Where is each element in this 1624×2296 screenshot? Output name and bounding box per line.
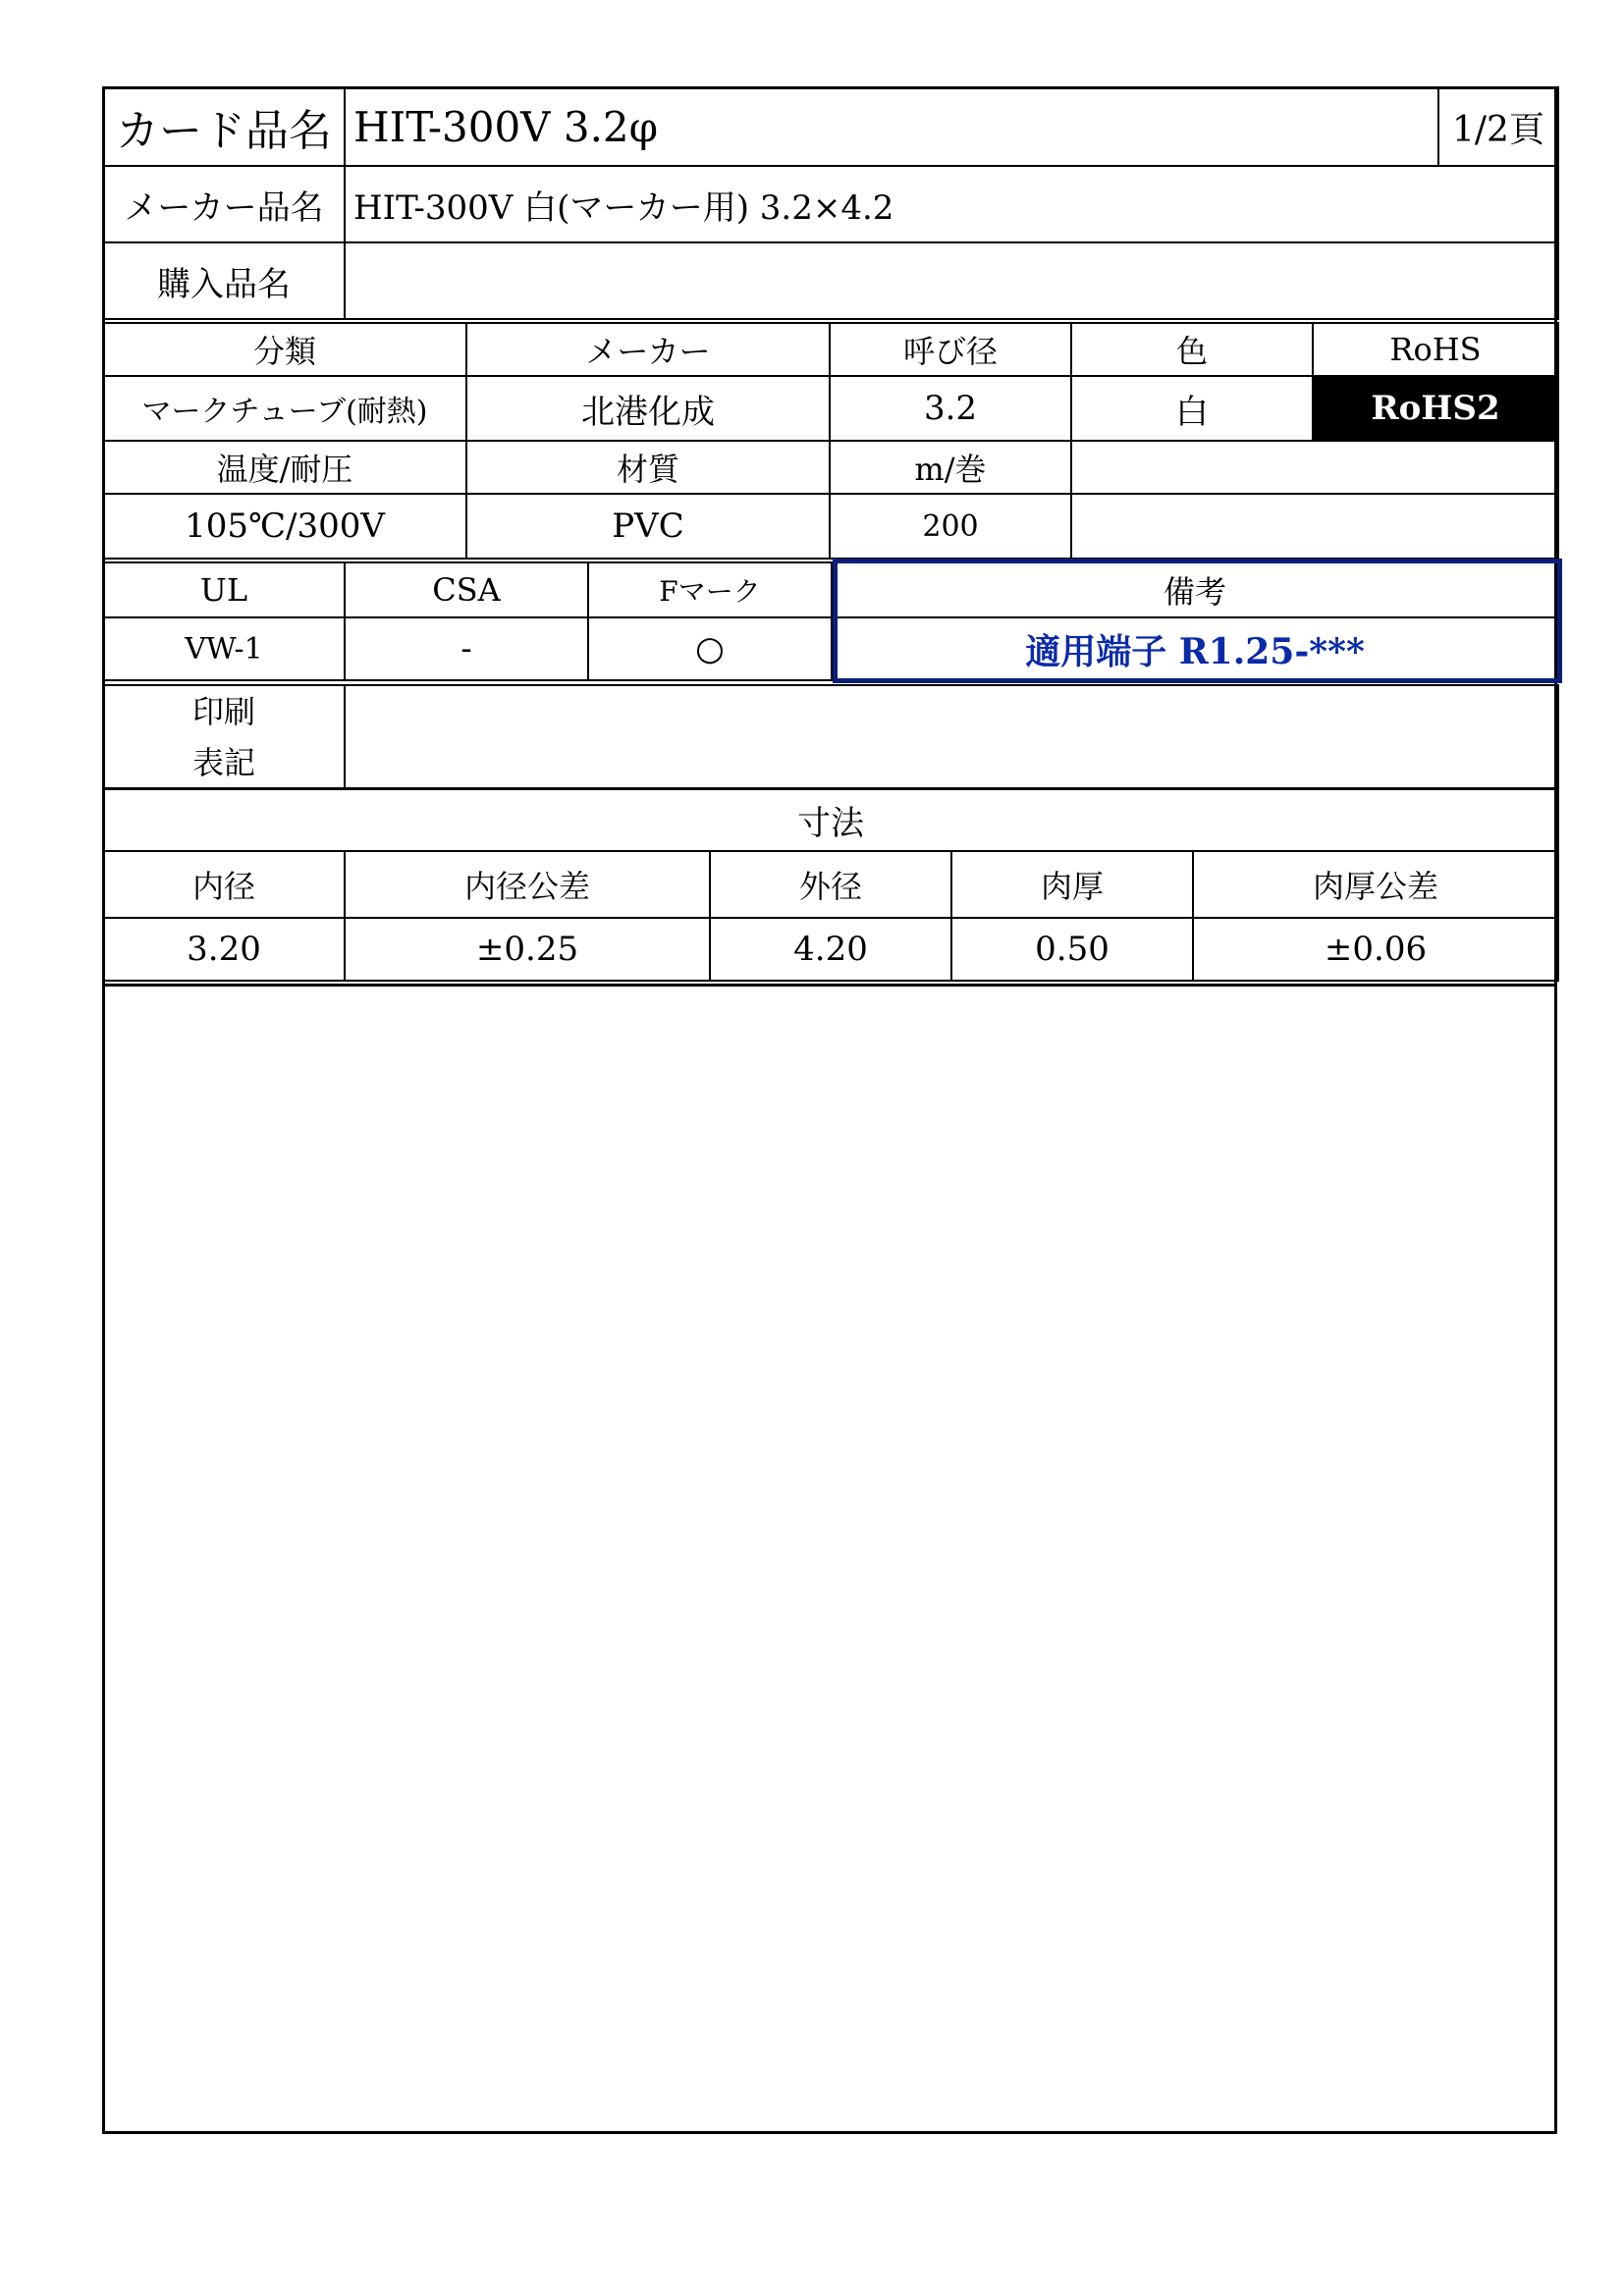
f-mark-label: Fマーク xyxy=(588,562,832,617)
csa-label: CSA xyxy=(345,562,588,617)
remarks-highlight-box xyxy=(833,559,1562,683)
wall-thickness-label: 肉厚 xyxy=(951,851,1193,918)
page-number: 1/2頁 xyxy=(1438,87,1558,166)
remarks-value: 適用端子 R1.25-*** xyxy=(832,617,1558,680)
print-label xyxy=(103,685,345,789)
ul-value: VW-1 xyxy=(103,617,345,680)
blank-label xyxy=(1071,441,1558,494)
nominal-diameter-label: 呼び径 xyxy=(830,323,1071,376)
print-label-line1: 印刷 xyxy=(191,693,255,730)
dimensions-table xyxy=(102,787,1559,982)
ul-label: UL xyxy=(103,562,345,617)
outer-diameter-value: 4.20 xyxy=(710,918,951,981)
length-per-roll-label: m/巻 xyxy=(830,441,1071,494)
category-value: マークチューブ(耐熱) xyxy=(103,376,466,441)
purchase-name-label: 購入品名 xyxy=(103,242,345,319)
category-label: 分類 xyxy=(103,323,466,376)
dimensions-title: 寸法 xyxy=(103,788,1558,851)
csa-value: - xyxy=(345,617,588,680)
inner-diameter-tolerance-value: ±0.25 xyxy=(345,918,710,981)
wall-thickness-tolerance-label: 肉厚公差 xyxy=(1193,851,1558,918)
nominal-diameter-value: 3.2 xyxy=(830,376,1071,441)
print-table xyxy=(102,684,1559,790)
blank-value xyxy=(1071,494,1558,559)
f-mark-value: ○ xyxy=(588,617,832,680)
spec-table-2 xyxy=(102,440,1559,560)
card-name-value: HIT-300V 3.2φ xyxy=(345,87,1438,166)
maker-name-value: HIT-300V 白(マーカー用) 3.2×4.2 xyxy=(345,166,1558,242)
temp-voltage-value: 105℃/300V xyxy=(103,494,466,559)
wall-thickness-tolerance-value: ±0.06 xyxy=(1193,918,1558,981)
inner-diameter-label: 内径 xyxy=(103,851,345,918)
print-label-line2: 表記 xyxy=(191,744,255,781)
inner-diameter-tolerance-label: 内径公差 xyxy=(345,851,710,918)
rohs-label: RoHS xyxy=(1313,323,1558,376)
maker-name-label: メーカー品名 xyxy=(103,166,345,242)
wall-thickness-value: 0.50 xyxy=(951,918,1193,981)
temp-voltage-label: 温度/耐圧 xyxy=(103,441,466,494)
drawing-area xyxy=(102,984,1557,2134)
maker-value: 北港化成 xyxy=(466,376,830,441)
outer-diameter-label: 外径 xyxy=(710,851,951,918)
card-name-label: カード品名 xyxy=(103,87,345,166)
color-value: 白 xyxy=(1071,376,1313,441)
spec-table-1 xyxy=(102,322,1559,442)
material-label: 材質 xyxy=(466,441,830,494)
maker-label: メーカー xyxy=(466,323,830,376)
remarks-label: 備考 xyxy=(832,562,1558,617)
material-value: PVC xyxy=(466,494,830,559)
purchase-name-value xyxy=(345,242,1558,319)
length-per-roll-value: 200 xyxy=(830,494,1071,559)
rohs-value: RoHS2 xyxy=(1313,376,1558,441)
header-table xyxy=(102,86,1559,320)
color-label: 色 xyxy=(1071,323,1313,376)
inner-diameter-value: 3.20 xyxy=(103,918,345,981)
print-value xyxy=(345,685,1558,789)
